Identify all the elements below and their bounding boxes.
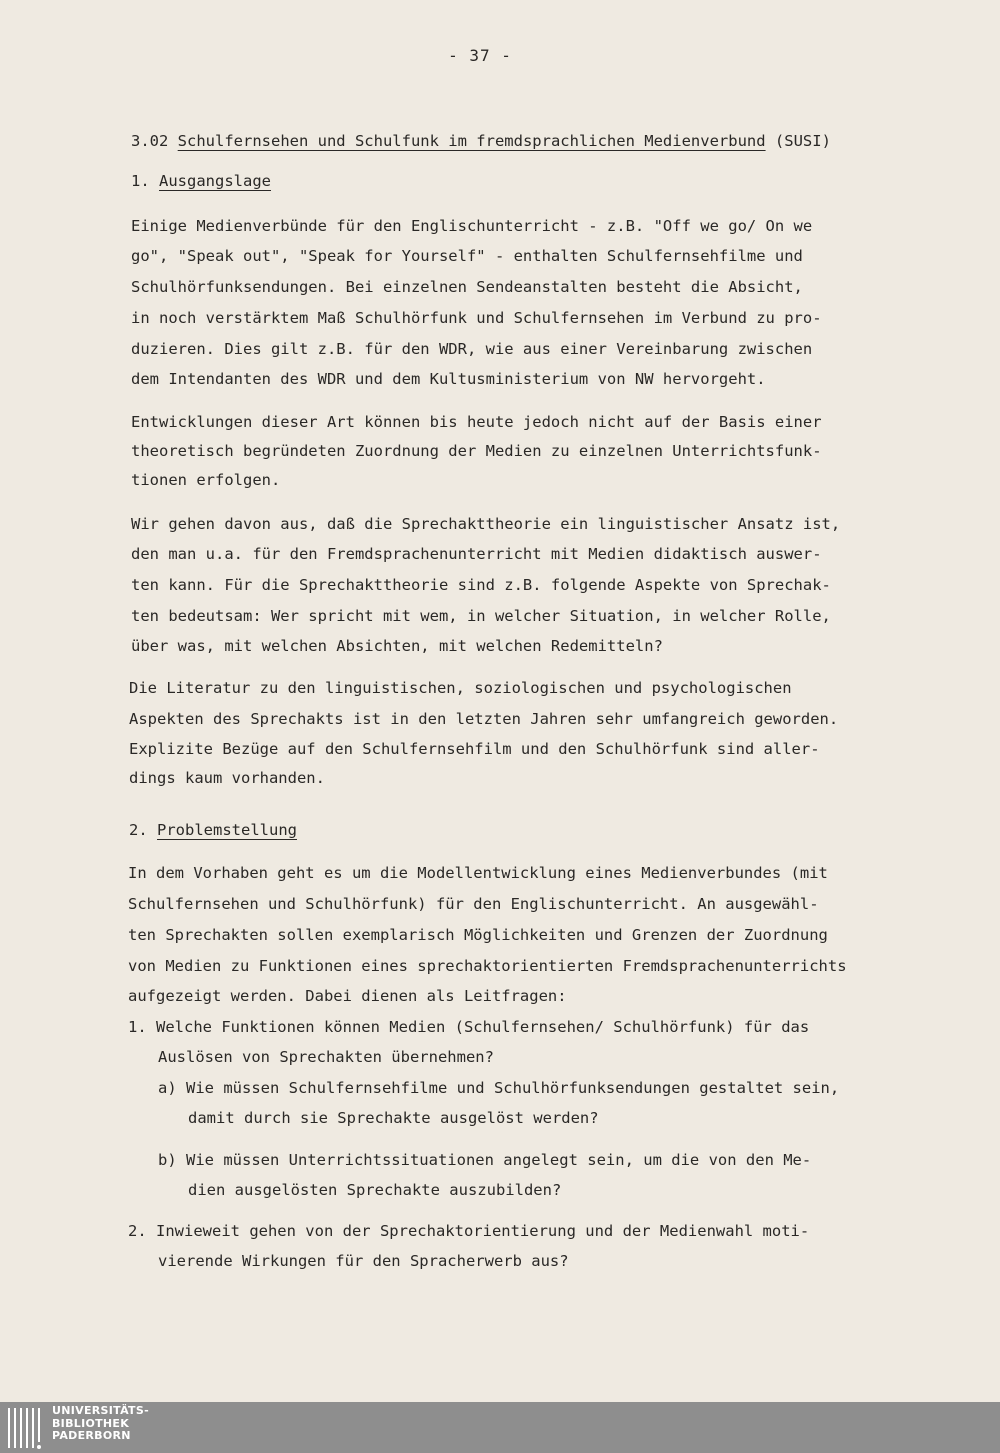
subsection-heading-ausgangslage bbox=[131, 172, 271, 190]
page-number: - 37 - bbox=[448, 46, 512, 65]
section-suffix: (SUSI) bbox=[774, 132, 831, 150]
list-item-line: 2. Inwieweit gehen von der Sprechaktorientierung und der Medienwahl moti- bbox=[128, 1222, 810, 1240]
subsection-title: Problemstellung bbox=[157, 821, 297, 839]
list-item-line: Auslösen von Sprechakten übernehmen? bbox=[158, 1048, 494, 1066]
text-line: von Medien zu Funktionen eines sprechaktorientierten Fremdsprachenunterrichts bbox=[128, 957, 847, 975]
text-line: go", "Speak out", "Speak for Yourself" - enthalten Schulfernsehfilme und bbox=[131, 247, 803, 265]
subsection-title: Ausgangslage bbox=[159, 172, 271, 190]
section-heading bbox=[131, 132, 831, 150]
subsection-number: 1. bbox=[131, 172, 150, 190]
library-footer-bar bbox=[0, 1402, 1000, 1453]
text-line: dings kaum vorhanden. bbox=[129, 769, 325, 787]
text-line: in noch verstärktem Maß Schulhörfunk und Schulfernsehen im Verbund zu pro- bbox=[131, 309, 822, 327]
text-line: den man u.a. für den Fremdsprachenunterricht mit Medien didaktisch auswer- bbox=[131, 545, 822, 563]
section-title: Schulfernsehen und Schulfunk im fremdsprachlichen Medienverbund bbox=[177, 132, 766, 150]
text-line: Aspekten des Sprechakts ist in den letzten Jahren sehr umfangreich geworden. bbox=[129, 710, 839, 728]
text-line: ten Sprechakten sollen exemplarisch Möglichkeiten und Grenzen der Zuordnung bbox=[128, 926, 828, 944]
text-line: In dem Vorhaben geht es um die Modellentwicklung eines Medienverbundes (mit bbox=[128, 864, 828, 882]
list-item-line: b) Wie müssen Unterrichtssituationen angelegt sein, um die von den Me- bbox=[158, 1151, 812, 1169]
logo-line: UNIVERSITÄTS- bbox=[52, 1404, 149, 1417]
logo-line: PADERBORN bbox=[52, 1429, 131, 1442]
text-line: Einige Medienverbünde für den Englischunterricht - z.B. "Off we go/ On we bbox=[131, 217, 813, 235]
text-line: Schulfernsehen und Schulhörfunk) für den Englischunterricht. An ausgewähl- bbox=[128, 895, 819, 913]
text-line: duzieren. Dies gilt z.B. für den WDR, wie aus einer Vereinbarung zwischen bbox=[131, 340, 813, 358]
library-logo-text bbox=[52, 1405, 149, 1443]
text-line: ten kann. Für die Sprechakttheorie sind z.B. folgende Aspekte von Sprechak- bbox=[131, 576, 831, 594]
text-line: Wir gehen davon aus, daß die Sprechakttheorie ein linguistischer Ansatz ist, bbox=[131, 515, 841, 533]
library-logo-icon bbox=[6, 1404, 46, 1452]
subsection-number: 2. bbox=[129, 821, 148, 839]
list-item-line: damit durch sie Sprechakte ausgelöst werden? bbox=[188, 1109, 599, 1127]
logo-line: BIBLIOTHEK bbox=[52, 1416, 130, 1430]
text-line: Explizite Bezüge auf den Schulfernsehfilm und den Schulhörfunk sind aller- bbox=[129, 740, 820, 758]
list-item-line: 1. Welche Funktionen können Medien (Schulfernsehen/ Schulhörfunk) für das bbox=[128, 1018, 810, 1036]
text-line: Schulhörfunksendungen. Bei einzelnen Sendeanstalten besteht die Absicht, bbox=[131, 278, 803, 296]
text-line: Entwicklungen dieser Art können bis heute jedoch nicht auf der Basis einer bbox=[131, 413, 822, 431]
list-item-line: dien ausgelösten Sprechakte auszubilden? bbox=[188, 1181, 562, 1199]
list-item-line: vierende Wirkungen für den Spracherwerb aus? bbox=[158, 1252, 569, 1270]
text-line: Die Literatur zu den linguistischen, soziologischen und psychologischen bbox=[129, 679, 792, 697]
list-item-line: a) Wie müssen Schulfernsehfilme und Schulhörfunksendungen gestaltet sein, bbox=[158, 1079, 840, 1097]
text-line: dem Intendanten des WDR und dem Kultusministerium von NW hervorgeht. bbox=[131, 370, 766, 388]
section-number: 3.02 bbox=[131, 132, 169, 150]
text-line: über was, mit welchen Absichten, mit welchen Redemitteln? bbox=[131, 637, 663, 655]
subsection-heading-problemstellung bbox=[129, 821, 297, 839]
text-line: ten bedeutsam: Wer spricht mit wem, in welcher Situation, in welcher Rolle, bbox=[131, 607, 831, 625]
text-line: theoretisch begründeten Zuordnung der Medien zu einzelnen Unterrichtsfunk- bbox=[131, 442, 822, 460]
text-line: aufgezeigt werden. Dabei dienen als Leitfragen: bbox=[128, 987, 567, 1005]
text-line: tionen erfolgen. bbox=[131, 471, 281, 489]
